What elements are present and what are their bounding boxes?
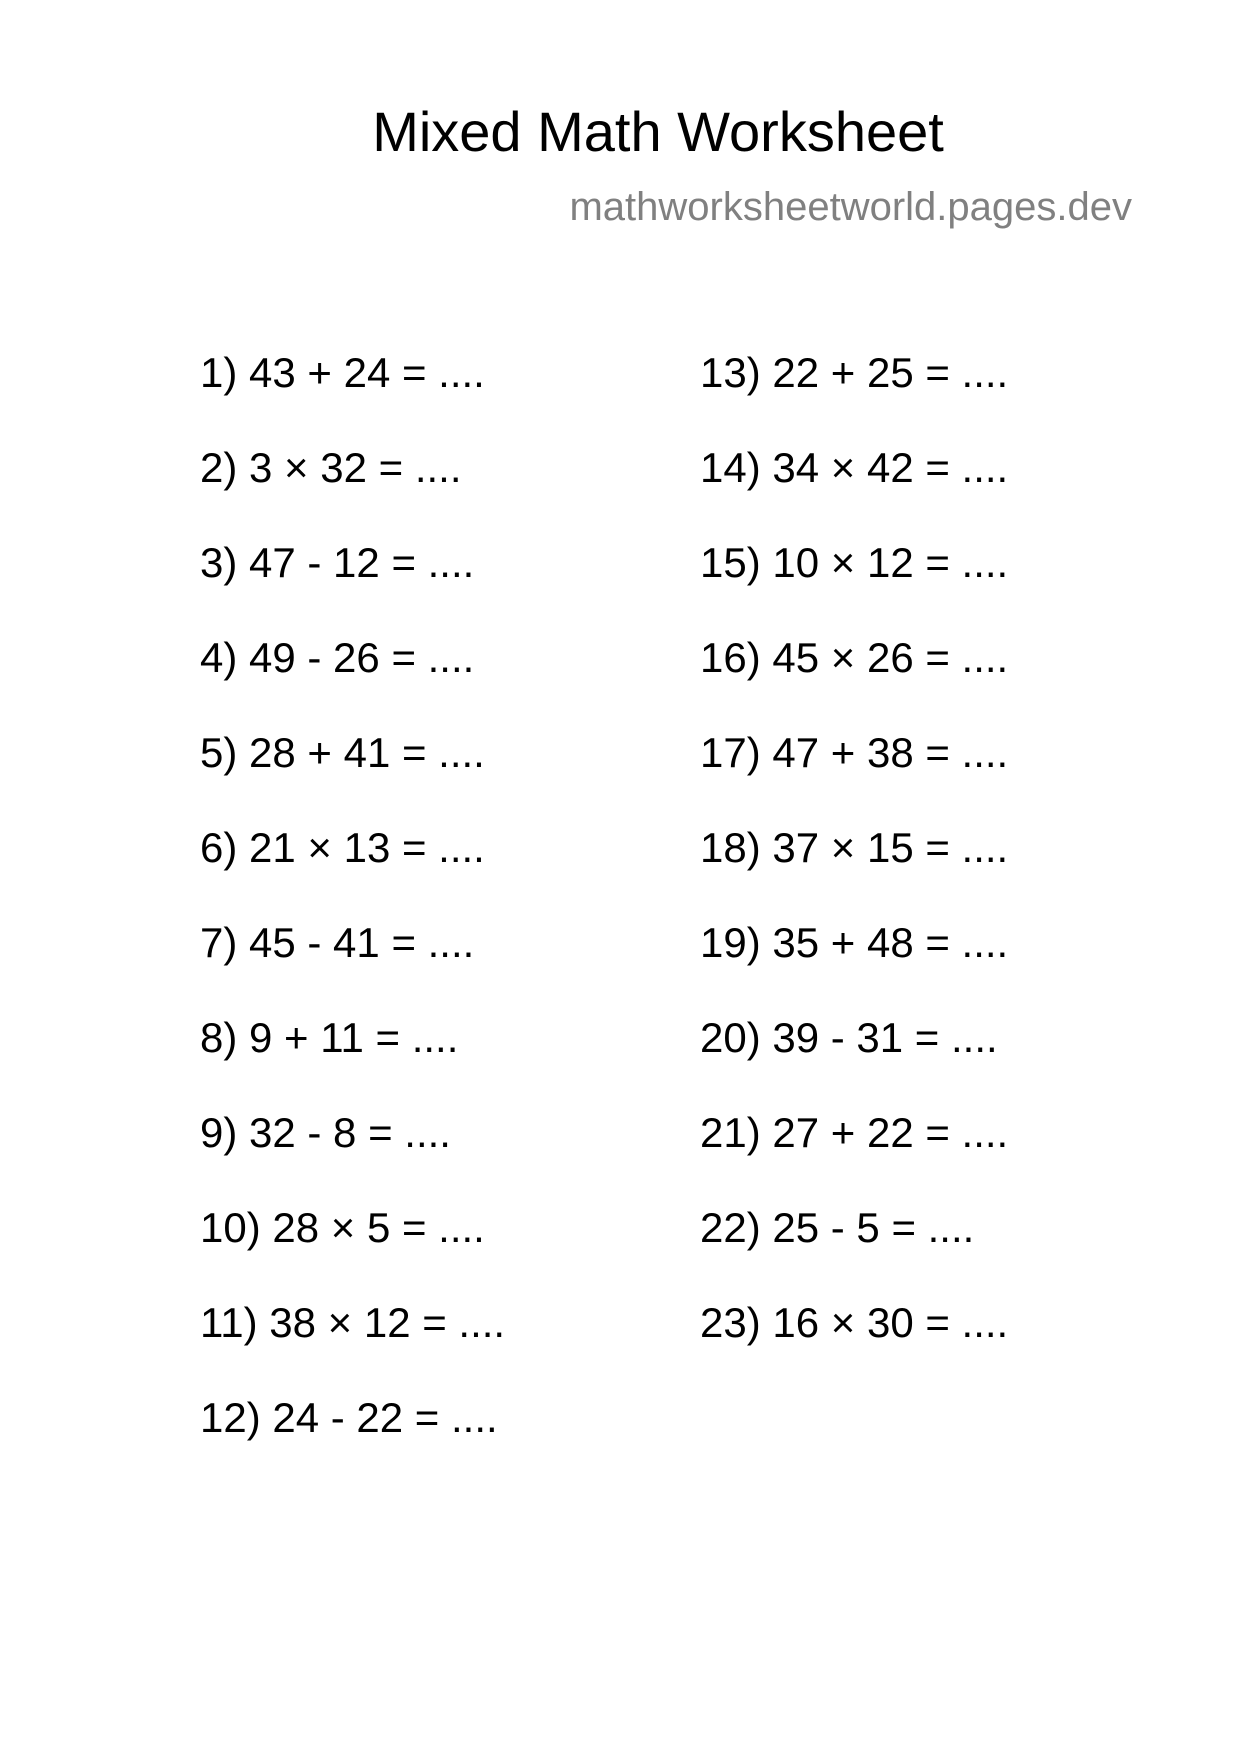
problem-item: 7) 45 - 41 = .... <box>200 919 475 966</box>
problem-item: 12) 24 - 22 = .... <box>200 1394 498 1441</box>
problem-item: 8) 9 + 11 = .... <box>200 1014 459 1061</box>
problem-item: 16) 45 × 26 = .... <box>700 634 1009 681</box>
problem-item: 15) 10 × 12 = .... <box>700 539 1009 586</box>
problem-item: 19) 35 + 48 = .... <box>700 919 1009 966</box>
problem-column-right <box>700 348 1008 1393</box>
problem-column-left <box>200 348 505 1488</box>
problem-item: 11) 38 × 12 = .... <box>200 1299 506 1346</box>
page-title: Mixed Math Worksheet <box>372 100 944 163</box>
problem-item: 6) 21 × 13 = .... <box>200 824 485 871</box>
problem-item: 5) 28 + 41 = .... <box>200 729 485 776</box>
problem-item: 23) 16 × 30 = .... <box>700 1299 1009 1346</box>
problem-item: 13) 22 + 25 = .... <box>700 349 1009 396</box>
problem-item: 18) 37 × 15 = .... <box>700 824 1009 871</box>
problem-item: 9) 32 - 8 = .... <box>200 1109 451 1156</box>
site-url: mathworksheetworld.pages.dev <box>569 185 1132 229</box>
problem-item: 22) 25 - 5 = .... <box>700 1204 975 1251</box>
problem-item: 3) 47 - 12 = .... <box>200 539 475 586</box>
problem-item: 14) 34 × 42 = .... <box>700 444 1009 491</box>
problem-item: 20) 39 - 31 = .... <box>700 1014 998 1061</box>
problem-item: 17) 47 + 38 = .... <box>700 729 1009 776</box>
problem-item: 21) 27 + 22 = .... <box>700 1109 1009 1156</box>
problem-item: 2) 3 × 32 = .... <box>200 444 462 491</box>
problem-item: 1) 43 + 24 = .... <box>200 349 485 396</box>
problem-item: 4) 49 - 26 = .... <box>200 634 475 681</box>
problem-item: 10) 28 × 5 = .... <box>200 1204 485 1251</box>
